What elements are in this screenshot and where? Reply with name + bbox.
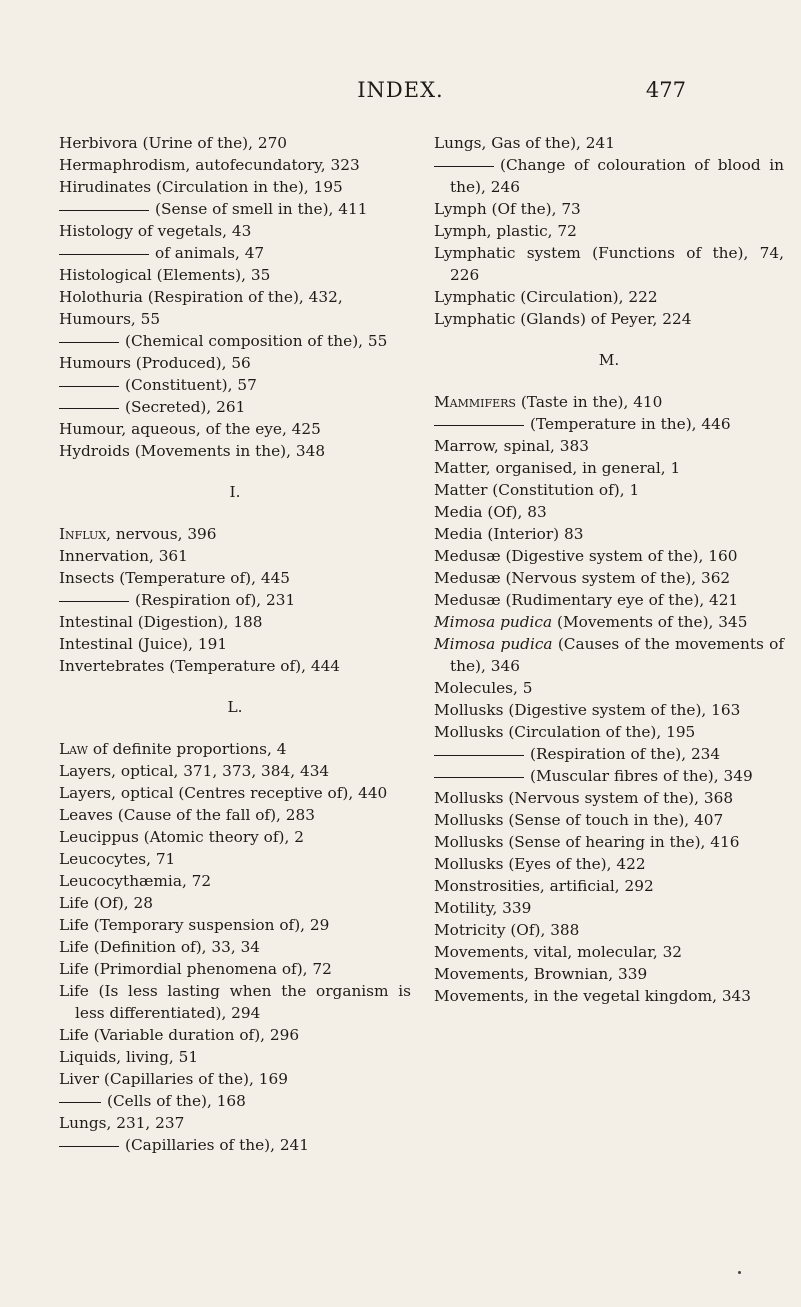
index-entry (434, 391, 784, 413)
entry-text: Innervation, 361 (59, 547, 188, 565)
entry-text: (Change of colouration of blood in the), 246 (450, 156, 784, 196)
entry-text: Movements, vital, molecular, 32 (434, 943, 683, 961)
index-entry (434, 963, 784, 985)
entry-text: Humour, aqueous, of the eye, 425 (59, 420, 321, 438)
index-entry (434, 875, 784, 897)
index-entry (434, 132, 784, 154)
entry-text: Leucippus (Atomic theory of), 2 (59, 828, 304, 846)
entry-text: (Secreted), 261 (125, 398, 246, 416)
index-entry (434, 831, 784, 853)
index-entry (434, 435, 784, 457)
entry-text: Holothuria (Respiration of the), 432, (59, 288, 343, 306)
index-entry (434, 545, 784, 567)
index-entry (59, 396, 411, 418)
entry-text: Liver (Capillaries of the), 169 (59, 1070, 288, 1088)
entry-text: Mollusks (Sense of touch in the), 407 (434, 811, 724, 829)
ditto-rule (59, 342, 119, 343)
entry-text: (Sense of smell in the), 411 (155, 200, 368, 218)
index-entry (59, 655, 411, 677)
entry-headword: Influx (59, 525, 107, 543)
index-entry (59, 264, 411, 286)
index-entry (59, 804, 411, 826)
entry-text: (Constituent), 57 (125, 376, 257, 394)
entry-headword-italic: Mimosa pudica (434, 613, 553, 631)
index-entry (434, 787, 784, 809)
entry-text: Intestinal (Juice), 191 (59, 635, 228, 653)
index-entry (59, 308, 411, 330)
entry-text: Lymph (Of the), 73 (434, 200, 581, 218)
entry-headword: Law (59, 740, 88, 758)
entry-text: Humours, 55 (59, 310, 161, 328)
index-entry (59, 1090, 411, 1112)
ditto-rule (59, 1102, 101, 1103)
index-entry (434, 765, 784, 787)
index-entry (59, 220, 411, 242)
entry-text: Lymph, plastic, 72 (434, 222, 577, 240)
entry-text: Movements, Brownian, 339 (434, 965, 648, 983)
index-entry (59, 589, 411, 611)
entry-text: Leaves (Cause of the fall of), 283 (59, 806, 315, 824)
entry-text: , nervous, 396 (106, 525, 217, 543)
entry-text: Molecules, 5 (434, 679, 533, 697)
entry-text: (Movements of the), 345 (552, 613, 748, 631)
index-entry (434, 154, 784, 198)
index-entry (59, 1046, 411, 1068)
index-column-right (434, 132, 784, 1007)
index-entry (434, 457, 784, 479)
index-entry (59, 567, 411, 589)
entry-text: Lungs, Gas of the), 241 (434, 134, 615, 152)
index-entry (59, 374, 411, 396)
entry-text: Insects (Temperature of), 445 (59, 569, 291, 587)
entry-text: Matter, organised, in general, 1 (434, 459, 681, 477)
index-entry (434, 198, 784, 220)
entry-text: Media (Of), 83 (434, 503, 547, 521)
entry-text: Medusæ (Rudimentary eye of the), 421 (434, 591, 739, 609)
entry-text: Life (Primordial phenomena of), 72 (59, 960, 332, 978)
index-entry (59, 958, 411, 980)
index-column-left (59, 132, 411, 1156)
entry-text: Invertebrates (Temperature of), 444 (59, 657, 341, 675)
index-entry (434, 308, 784, 330)
page-title: INDEX. (357, 78, 444, 102)
entry-text: of definite proportions, 4 (87, 740, 287, 758)
index-entry (59, 176, 411, 198)
entry-text: Life (Variable duration of), 296 (59, 1026, 300, 1044)
index-entry (59, 633, 411, 655)
ditto-rule (59, 1146, 119, 1147)
section-letter: M. (598, 351, 620, 369)
page-header (0, 78, 801, 104)
index-entry (59, 782, 411, 804)
index-entry (434, 567, 784, 589)
index-entry (434, 809, 784, 831)
index-entry (59, 154, 411, 176)
index-entry (434, 897, 784, 919)
ditto-rule (434, 166, 494, 167)
entry-text: Lymphatic (Circulation), 222 (434, 288, 658, 306)
ditto-rule (434, 777, 524, 778)
entry-text: Histological (Elements), 35 (59, 266, 271, 284)
entry-text: Life (Definition of), 33, 34 (59, 938, 261, 956)
index-entry (434, 479, 784, 501)
index-entry (434, 853, 784, 875)
index-entry (59, 1134, 411, 1156)
index-entry (434, 699, 784, 721)
entry-text: (Cells of the), 168 (107, 1092, 246, 1110)
ditto-rule (59, 210, 149, 211)
index-entry (434, 611, 784, 633)
entry-text: Hermaphrodism, autofecundatory, 323 (59, 156, 360, 174)
entry-text: Lymphatic (Glands) of Peyer, 224 (434, 310, 692, 328)
ditto-rule (434, 425, 524, 426)
entry-text: Histology of vegetals, 43 (59, 222, 252, 240)
index-entry (434, 985, 784, 1007)
entry-text: Hydroids (Movements in the), 348 (59, 442, 326, 460)
entry-text: (Capillaries of the), 241 (125, 1136, 310, 1154)
ditto-rule (434, 755, 524, 756)
index-entry (59, 738, 411, 760)
section-letter: L. (227, 698, 243, 716)
index-entry (59, 848, 411, 870)
entry-text: Motricity (Of), 388 (434, 921, 580, 939)
entry-text: Leucocythæmia, 72 (59, 872, 212, 890)
index-entry (59, 352, 411, 374)
ink-speck (738, 1271, 741, 1274)
index-entry (434, 677, 784, 699)
index-entry (59, 523, 411, 545)
index-entry (434, 523, 784, 545)
ditto-rule (59, 386, 119, 387)
entry-text: Layers, optical (Centres receptive of), 440 (59, 784, 388, 802)
index-entry (59, 330, 411, 352)
index-entry (59, 892, 411, 914)
entry-text: (Respiration of), 231 (135, 591, 296, 609)
entry-text: (Respiration of the), 234 (530, 745, 721, 763)
index-entry (59, 286, 411, 308)
index-entry (434, 941, 784, 963)
index-entry (434, 743, 784, 765)
index-entry (434, 501, 784, 523)
entry-text: (Causes of the movements of the), 346 (450, 635, 784, 675)
index-entry (434, 242, 784, 286)
index-entry (59, 760, 411, 782)
entry-text: Mollusks (Sense of hearing in the), 416 (434, 833, 740, 851)
index-entry (59, 914, 411, 936)
entry-text: Layers, optical, 371, 373, 384, 434 (59, 762, 330, 780)
entry-text: Hirudinates (Circulation in the), 195 (59, 178, 343, 196)
index-entry (59, 1024, 411, 1046)
ditto-rule (59, 601, 129, 602)
entry-text: Lungs, 231, 237 (59, 1114, 185, 1132)
entry-text: Monstrosities, artificial, 292 (434, 877, 654, 895)
entry-text: (Taste in the), 410 (515, 393, 663, 411)
entry-text: Humours (Produced), 56 (59, 354, 251, 372)
page-number: 477 (645, 78, 686, 102)
index-entry (434, 220, 784, 242)
entry-text: Motility, 339 (434, 899, 532, 917)
entry-text: Mollusks (Circulation of the), 195 (434, 723, 696, 741)
index-entry (59, 418, 411, 440)
index-entry (434, 919, 784, 941)
entry-text: Movements, in the vegetal kingdom, 343 (434, 987, 752, 1005)
entry-text: Herbivora (Urine of the), 270 (59, 134, 288, 152)
entry-text: Medusæ (Nervous system of the), 362 (434, 569, 731, 587)
entry-text: Marrow, spinal, 383 (434, 437, 589, 455)
entry-headword: Mammifers (434, 393, 516, 411)
entry-text: Life (Is less lasting when the organism is less differentiated), 294 (59, 982, 411, 1022)
index-entry (59, 1068, 411, 1090)
entry-text: Life (Of), 28 (59, 894, 153, 912)
entry-headword-italic: Mimosa pudica (434, 635, 553, 653)
entry-text: Mollusks (Digestive system of the), 163 (434, 701, 741, 719)
index-entry (59, 440, 411, 462)
index-entry (59, 826, 411, 848)
index-entry (434, 286, 784, 308)
index-entry (59, 936, 411, 958)
entry-text: Leucocytes, 71 (59, 850, 176, 868)
index-entry (59, 545, 411, 567)
entry-text: Mollusks (Nervous system of the), 368 (434, 789, 734, 807)
index-entry (434, 589, 784, 611)
entry-text: Intestinal (Digestion), 188 (59, 613, 263, 631)
entry-text: (Muscular fibres of the), 349 (530, 767, 753, 785)
entry-text: Media (Interior) 83 (434, 525, 584, 543)
ditto-rule (59, 254, 149, 255)
index-entry (434, 721, 784, 743)
section-letter: I. (229, 483, 241, 501)
index-entry (59, 870, 411, 892)
entry-text: Medusæ (Digestive system of the), 160 (434, 547, 738, 565)
index-entry (59, 1112, 411, 1134)
index-entry (59, 611, 411, 633)
index-entry (59, 132, 411, 154)
entry-text: Liquids, living, 51 (59, 1048, 199, 1066)
entry-text: Life (Temporary suspension of), 29 (59, 916, 330, 934)
index-entry (59, 242, 411, 264)
index-entry (59, 980, 411, 1024)
index-entry (434, 413, 784, 435)
ditto-rule (59, 408, 119, 409)
entry-text: (Temperature in the), 446 (530, 415, 731, 433)
entry-text: Matter (Constitution of), 1 (434, 481, 640, 499)
entry-text: Lymphatic system (Functions of the), 74, 226 (434, 244, 784, 284)
entry-text: Mollusks (Eyes of the), 422 (434, 855, 646, 873)
entry-text: (Chemical composition of the), 55 (125, 332, 388, 350)
entry-text: of animals, 47 (155, 244, 265, 262)
index-entry (59, 198, 411, 220)
index-entry (434, 633, 784, 677)
